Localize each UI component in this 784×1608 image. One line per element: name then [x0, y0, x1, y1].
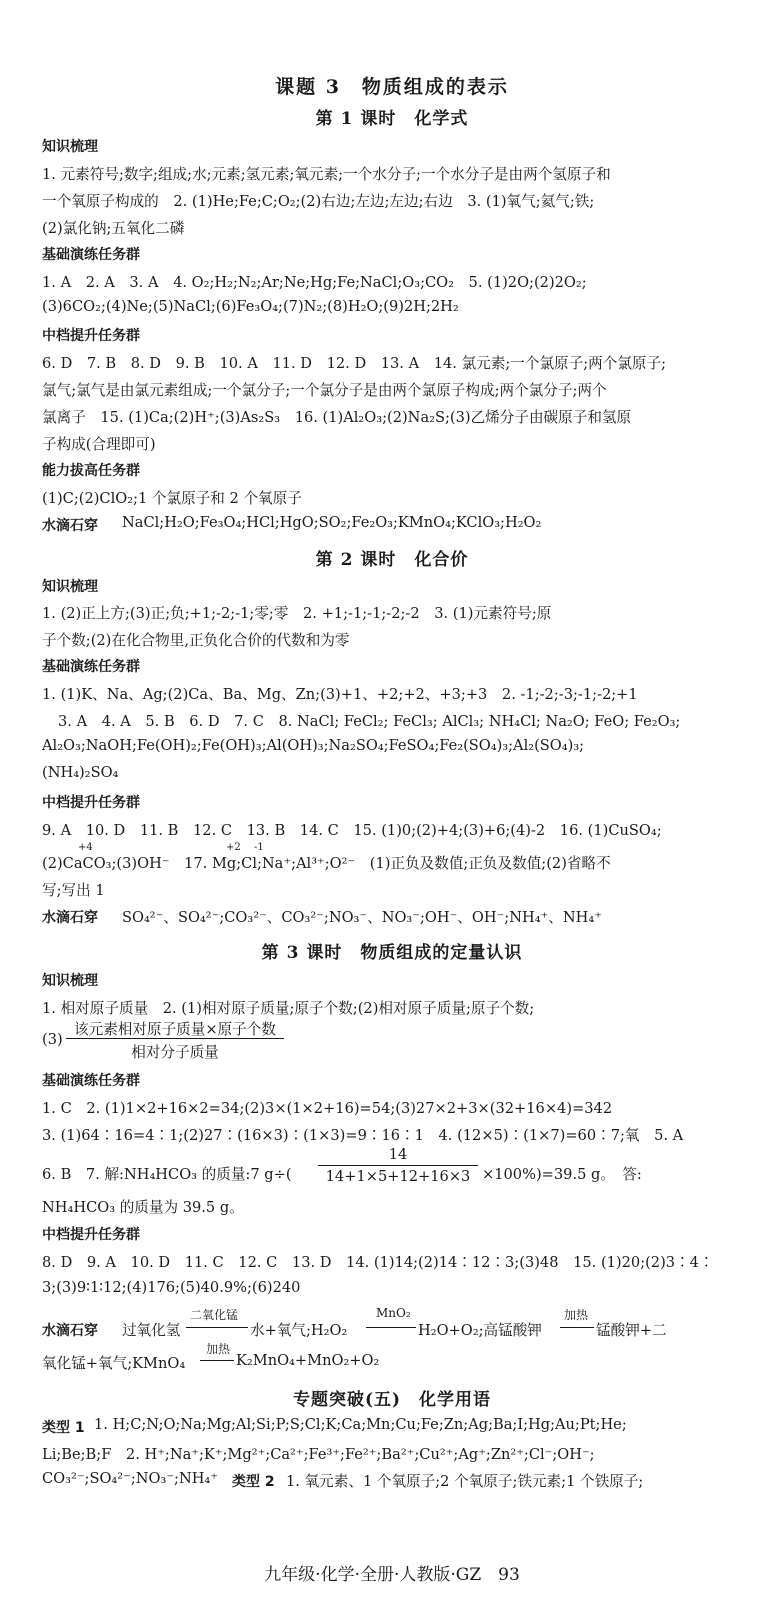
text-line: CO₃²⁻;SO₄²⁻;NO₃⁻;NH₄⁺: [42, 1470, 218, 1487]
reaction-condition: 加热: [206, 1342, 231, 1356]
text-line: K₂MnO₄+MnO₂+O₂: [236, 1352, 380, 1369]
text-line: 水+氧气;H₂O₂: [250, 1322, 348, 1339]
text-line: 1. H;C;N;O;Na;Mg;Al;Si;P;S;Cl;K;Ca;Mn;Cu;Fe;Zn;Ag;Ba;I;Hg;Au;Pt;He;: [94, 1416, 627, 1433]
text-line: (3): [42, 1031, 63, 1048]
reaction-condition: MnO₂: [376, 1306, 411, 1320]
text-line: ×100%)=39.5 g。 答:: [482, 1166, 642, 1183]
section-shuidi-2: 水滴石穿: [42, 910, 98, 926]
text-line: 子个数;(2)在化合物里,正负化合价的代数和为零: [42, 632, 350, 649]
section-shuidi-3: 水滴石穿: [42, 1323, 98, 1339]
section-zhishi-1: 知识梳理: [42, 139, 98, 155]
text-line: NaCl;H₂O;Fe₃O₄;HCl;HgO;SO₂;Fe₂O₃;KMnO₄;KClO₃;H₂O₂: [122, 514, 542, 531]
text-line: Al₂O₃;NaOH;Fe(OH)₂;Fe(OH)₃;Al(OH)₃;Na₂SO₄;FeSO₄;Fe₂(SO₄)₃;Al₂(SO₄)₃;: [42, 737, 585, 754]
type-1-label: 类型 1: [42, 1420, 85, 1436]
text-line: NH₄HCO₃ 的质量为 39.5 g。: [42, 1199, 244, 1216]
section-jichu-3: 基础演练任务群: [42, 1073, 140, 1089]
type-2-label: 类型 2: [232, 1474, 275, 1490]
text-line: (2)CaCO₃;(3)OH⁻ 17. Mg;Cl;Na⁺;Al³⁺;O²⁻ (1)正负及数值;正负及数值;(2)省略不: [42, 855, 611, 872]
valence-mg: +2: [226, 842, 241, 853]
text-line: 氯离子 15. (1)Ca;(2)H⁺;(3)As₂S₃ 16. (1)Al₂O₃;(2)Na₂S;(3)乙烯分子由碳原子和氢原: [42, 409, 632, 426]
text-line: 8. D 9. A 10. D 11. C 12. C 13. D 14. (1)14;(2)14∶12∶3;(3)48 15. (1)20;(2)3∶4∶: [42, 1254, 714, 1271]
text-line: Li;Be;B;F 2. H⁺;Na⁺;K⁺;Mg²⁺;Ca²⁺;Fe³⁺;Fe²⁺;Ba²⁺;Cu²⁺;Ag⁺;Zn²⁺;Cl⁻;OH⁻;: [42, 1446, 595, 1463]
valence-c: +4: [78, 842, 93, 853]
text-line: 过氧化氢: [122, 1322, 181, 1339]
period-2-title: 第 2 课时 化合价: [315, 550, 469, 570]
reaction-arrow: [366, 1327, 416, 1328]
reaction-condition: 加热: [564, 1308, 589, 1322]
section-nengli-1: 能力拔高任务群: [42, 463, 140, 479]
section-shuidi-1: 水滴石穿: [42, 518, 98, 534]
reaction-arrow: [186, 1327, 248, 1328]
reaction-arrow: [560, 1327, 594, 1328]
text-line: 3;(3)9∶1∶12;(4)176;(5)40.9%;(6)240: [42, 1279, 301, 1296]
period-1-title: 第 1 课时 化学式: [315, 109, 469, 129]
text-line: 1. 元素符号;数字;组成;水;元素;氢元素;氧元素;一个水分子;一个水分子是由两个氢原子和: [42, 166, 611, 183]
fraction-bar: [318, 1165, 478, 1166]
text-line: H₂O+O₂;高锰酸钾: [418, 1322, 542, 1339]
text-line: 6. B 7. 解:NH₄HCO₃ 的质量:7 g÷(: [42, 1166, 292, 1183]
fraction-bar: [66, 1038, 284, 1039]
page-footer: 九年级·化学·全册·人教版·GZ 93: [264, 1565, 520, 1585]
text-line: (3)6CO₂;(4)Ne;(5)NaCl;(6)Fe₃O₄;(7)N₂;(8)H₂O;(9)2H;2H₂: [42, 298, 459, 315]
section-jichu-1: 基础演练任务群: [42, 247, 140, 263]
fraction-numerator: 14: [388, 1146, 408, 1163]
section-zhishi-3: 知识梳理: [42, 973, 98, 989]
section-zhongdang-3: 中档提升任务群: [42, 1227, 140, 1243]
reaction-condition: 二氧化锰: [190, 1308, 239, 1322]
fraction-denominator: 14+1×5+12+16×3: [325, 1168, 471, 1185]
text-line: 1. 氧元素、1 个氧原子;2 个氧原子;铁元素;1 个铁原子;: [286, 1473, 644, 1490]
lesson-title: 课题 3 物质组成的表示: [275, 76, 509, 98]
text-line: 氯气;氯气是由氯元素组成;一个氯分子;一个氯分子是由两个氯原子构成;两个氯分子;两个: [42, 382, 607, 399]
section-zhishi-2: 知识梳理: [42, 579, 98, 595]
text-line: 3. A 4. A 5. B 6. D 7. C 8. NaCl; FeCl₂; FeCl₃; AlCl₃; NH₄Cl; Na₂O; FeO; Fe₂O₃;: [58, 713, 681, 730]
special-topic-title: 专题突破(五) 化学用语: [292, 1390, 492, 1410]
text-line: 氧化锰+氧气;KMnO₄: [42, 1355, 186, 1372]
text-line: (1)C;(2)ClO₂;1 个氯原子和 2 个氧原子: [42, 490, 302, 507]
text-line: 1. (2)正上方;(3)正;负;+1;-2;-1;零;零 2. +1;-1;-1;-2;-2 3. (1)元素符号;原: [42, 605, 552, 622]
text-line: (NH₄)₂SO₄: [42, 764, 119, 781]
fraction-numerator: 该元素相对原子质量×原子个数: [74, 1021, 276, 1038]
text-line: 一个氧原子构成的 2. (1)He;Fe;C;O₂;(2)右边;左边;左边;右边 3. (1)氧气;氦气;铁;: [42, 193, 595, 210]
reaction-arrow: [200, 1360, 234, 1361]
section-zhongdang-1: 中档提升任务群: [42, 328, 140, 344]
text-line: 1. C 2. (1)1×2+16×2=34;(2)3×(1×2+16)=54;(3)27×2+3×(32+16×4)=342: [42, 1100, 613, 1117]
text-line: 子构成(合理即可): [42, 436, 156, 453]
section-zhongdang-2: 中档提升任务群: [42, 795, 140, 811]
text-line: 9. A 10. D 11. B 12. C 13. B 14. C 15. (1)0;(2)+4;(3)+6;(4)-2 16. (1)CuSO₄;: [42, 822, 662, 839]
text-line: 1. (1)K、Na、Ag;(2)Ca、Ba、Mg、Zn;(3)+1、+2;+2、+3;+3 2. -1;-2;-3;-1;-2;+1: [42, 686, 638, 703]
valence-cl: -1: [254, 842, 264, 853]
period-3-title: 第 3 课时 物质组成的定量认识: [261, 943, 523, 963]
text-line: 写;写出 1: [42, 882, 105, 899]
text-line: 3. (1)64∶16=4∶1;(2)27∶(16×3)∶(1×3)=9∶16∶1 4. (12×5)∶(1×7)=60∶7;氧 5. A: [42, 1127, 684, 1144]
text-line: (2)氯化钠;五氧化二磷: [42, 220, 185, 237]
text-line: 1. 相对原子质量 2. (1)相对原子质量;原子个数;(2)相对原子质量;原子个数;: [42, 1000, 535, 1017]
text-line: 1. A 2. A 3. A 4. O₂;H₂;N₂;Ar;Ne;Hg;Fe;NaCl;O₃;CO₂ 5. (1)2O;(2)2O₂;: [42, 274, 587, 291]
text-line: SO₄²⁻、SO₄²⁻;CO₃²⁻、CO₃²⁻;NO₃⁻、NO₃⁻;OH⁻、OH⁻;NH₄⁺、NH₄⁺: [122, 909, 602, 926]
text-line: 锰酸钾+二: [596, 1322, 667, 1339]
text-line: 6. D 7. B 8. D 9. B 10. A 11. D 12. D 13. A 14. 氯元素;一个氯原子;两个氯原子;: [42, 355, 667, 372]
fraction-denominator: 相对分子质量: [131, 1044, 219, 1061]
section-jichu-2: 基础演练任务群: [42, 659, 140, 675]
